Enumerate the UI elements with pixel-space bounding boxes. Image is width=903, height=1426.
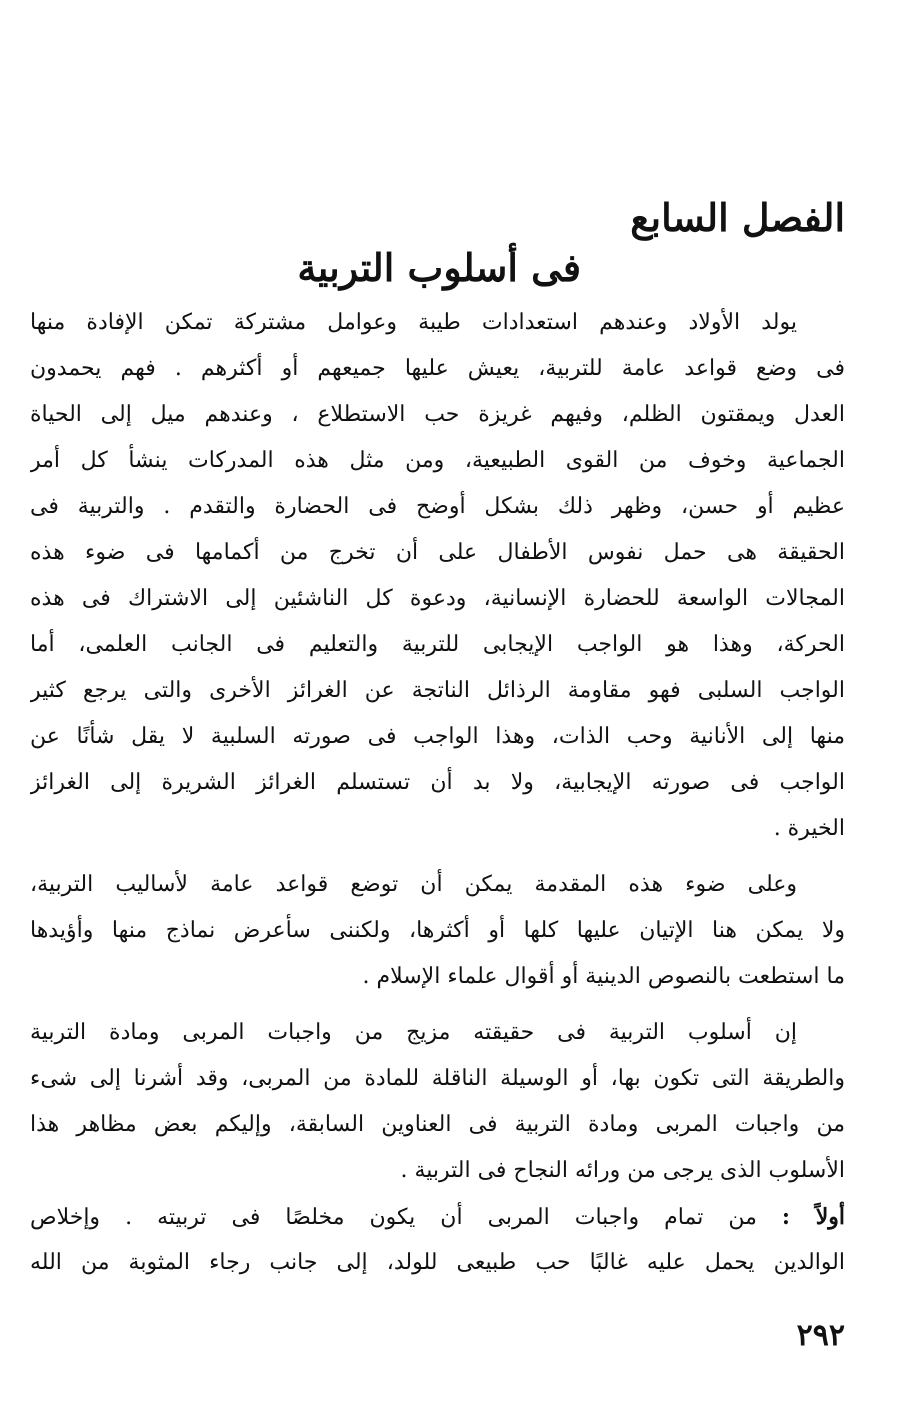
- paragraph-4: [30, 1194, 845, 1286]
- text-line: [30, 1194, 845, 1240]
- text-line: فى وضع قواعد عامة للتربية، يعيش عليها جميعهم أو أكثرهم . فهم يحمدون: [30, 356, 845, 381]
- text-line: منها إلى الأنانية وحب الذات، وهذا الواجب فى صورته السلبية لا يقل شأنًا عن: [30, 724, 845, 749]
- text-line: يولد الأولاد وعندهم استعدادات طيبة وعوامل مشتركة تمكن الإفادة منها: [30, 310, 797, 335]
- text-line: الخيرة .: [773, 816, 845, 841]
- text-line: الواجب السلبى فهو مقاومة الرذائل الناتجة عن الغرائز الأخرى والتى يرجع كثير: [30, 678, 845, 703]
- text-line: عظيم أو حسن، وظهر ذلك بشكل أوضح فى الحضارة والتقدم . والتربية فى: [30, 494, 845, 519]
- text-line: إن أسلوب التربية فى حقيقته مزيج من واجبات المربى ومادة التربية: [30, 1020, 797, 1045]
- section-title: فى أسلوب التربية: [297, 245, 581, 290]
- text-line: الأسلوب الذى يرجى من ورائه النجاح فى التربية .: [400, 1158, 845, 1183]
- text-line: المجالات الواسعة للحضارة الإنسانية، ودعوة كل الناشئين إلى الاشتراك فى هذه: [30, 586, 845, 611]
- text-line: والطريقة التى تكون بها، أو الوسيلة الناقلة للمادة من المربى، وقد أشرنا إلى شىء: [30, 1066, 845, 1091]
- body-text: [30, 300, 845, 1286]
- paragraph-2: [30, 862, 845, 1000]
- paragraph-gap: [30, 1000, 845, 1010]
- text-line: الواجب فى صورته الإيجابية، ولا بد أن تستسلم الغرائز الشريرة إلى الغرائز: [30, 770, 845, 795]
- text-line-content: من تمام واجبات المربى أن يكون مخلصًا فى تربيته . وإخلاص: [30, 1205, 757, 1230]
- paragraph-1: [30, 300, 845, 852]
- text-line: الحقيقة هى حمل نفوس الأطفال على أن تخرج من أكمامها فى ضوء هذه: [30, 540, 845, 565]
- text-line: من واجبات المربى ومادة التربية فى العناوين السابقة، وإليكم بعض مظاهر هذا: [30, 1112, 845, 1137]
- text-line: وعلى ضوء هذه المقدمة يمكن أن توضع قواعد عامة لأساليب التربية،: [30, 872, 797, 897]
- paragraph-gap: [30, 852, 845, 862]
- page-number: ٢٩٢: [796, 1318, 845, 1353]
- paragraph-lead: أولاً :: [781, 1204, 845, 1230]
- text-line: الوالدين يحمل عليه غالبًا حب طبيعى للولد، إلى جانب رجاء المثوبة من الله: [30, 1250, 845, 1275]
- text-line: العدل ويمقتون الظلم، وفيهم غريزة حب الاستطلاع ، وعندهم ميل إلى الحياة: [30, 402, 845, 427]
- text-line: ما استطعت بالنصوص الدينية أو أقوال علماء الإسلام .: [362, 964, 845, 989]
- text-line: الجماعية وخوف من القوى الطبيعية، ومن مثل هذه المدركات ينشأ كل أمر: [30, 448, 845, 473]
- text-line: الحركة، وهذا هو الواجب الإيجابى للتربية والتعليم فى الجانب العلمى، أما: [30, 632, 845, 657]
- chapter-title: الفصل السابع: [630, 195, 845, 240]
- text-line: ولا يمكن هنا الإتيان عليها كلها أو أكثرها، ولكننى سأعرض نماذج منها وأؤيدها: [30, 918, 845, 943]
- paragraph-3: [30, 1010, 845, 1194]
